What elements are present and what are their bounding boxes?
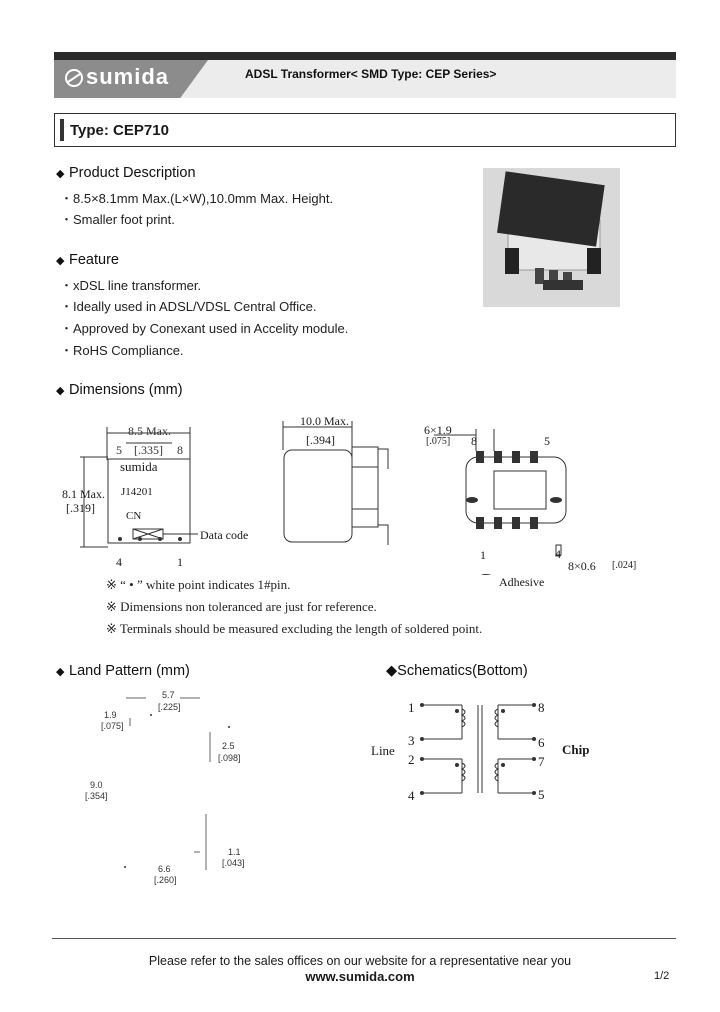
land-dim-inch: [.260] [154,875,177,885]
land-pattern-heading: ◆ Land Pattern (mm) [56,663,190,679]
diamond-icon: ◆ [386,663,398,679]
schematic-pin: 8 [538,700,545,715]
land-dim-inch: [.098] [218,753,241,763]
pin-label: 5 [116,443,122,457]
pin-label: 1 [177,555,183,569]
dimensions-heading: ◆ Dimensions (mm) [56,382,183,398]
schematics-heading: ◆Schematics(Bottom) [386,663,528,679]
pad-dim: 8×0.6 [568,559,596,573]
header-title: ADSL Transformer< SMD Type: CEP Series> [245,67,497,81]
land-dim-inch: [.043] [222,858,245,868]
land-dim-inch: [.075] [101,721,124,731]
marking-brand: sumida [120,459,158,474]
dimension-drawings [0,405,720,575]
diamond-icon: ◆ [56,168,65,180]
transformer-image [483,168,620,307]
footer-note: Please refer to the sales offices on our website for a representative near you [148,954,572,968]
land-dim: 1.9 [104,710,117,720]
website-link[interactable]: www.sumida.com [305,969,415,984]
pitch-inch: [.075] [426,436,451,447]
side-width-dim: 10.0 Max. [300,414,349,428]
page-number: 1/2 [654,970,670,982]
land-dim: 2.5 [222,741,235,751]
marking-origin: CN [126,510,142,522]
note: ※ “ • ” white point indicates 1#pin. [106,577,291,592]
land-pattern-drawing [0,690,360,890]
note: ※ Dimensions non toleranced are just for reference. [106,599,377,614]
feature-heading: ◆ Feature [56,252,119,268]
line-side-label: Line [371,743,395,758]
pin-label: 8 [471,434,477,448]
land-dim-inch: [.354] [85,791,108,801]
diamond-icon: ◆ [56,666,65,678]
pin-label: 8 [177,443,183,457]
top-width-dim: 8.5 Max. [128,424,171,438]
footer-rule [52,938,676,939]
data-code-label: Data code [200,528,249,542]
description-bullet: ・Smaller foot print. [60,212,175,227]
pad-inch: [.024] [612,560,637,571]
type-bar [60,119,64,141]
pitch-dim: 6×1.9 [424,423,452,437]
schematic-pin: 5 [538,787,545,802]
land-dim: 5.7 [162,690,175,700]
pin-label: 1 [480,548,486,562]
pin-label: 4 [116,555,122,569]
note: ※ Terminals should be measured excluding the length of soldered point. [106,621,483,636]
type-label: Type: CEP710 [70,122,169,139]
schematic-pin: 6 [538,735,545,750]
marking-code: J14201 [121,486,153,498]
pin-label: 4 [555,547,561,561]
land-dim: 6.6 [158,864,171,874]
adhesive-label: Adhesive [499,575,545,589]
pin-label: 5 [544,434,550,448]
diamond-icon: ◆ [56,385,65,397]
product-description-heading: ◆ Product Description [56,165,196,181]
land-dim: 1.1 [228,847,241,857]
height-inch: [.319] [66,501,95,515]
product-photo [483,168,620,307]
side-width-inch: [.394] [306,433,335,447]
schematic-pin: 1 [408,700,415,715]
feature-bullet: ・RoHS Compliance. [60,343,184,358]
header-top-rule [54,52,676,60]
feature-bullet: ・Ideally used in ADSL/VDSL Central Office. [60,299,317,314]
land-dim: 9.0 [90,780,103,790]
height-dim: 8.1 Max. [62,487,105,501]
schematic-pin: 3 [408,733,415,748]
feature-bullet: ・xDSL line transformer. [60,278,202,293]
land-dim-inch: [.225] [158,702,181,712]
chip-side-label: Chip [562,742,590,757]
top-pitch-dim: [.335] [134,443,163,457]
feature-bullet: ・Approved by Conexant used in Accelity module. [60,321,349,336]
schematic-pin: 4 [408,788,415,803]
brand-logo: sumida [86,64,170,89]
diamond-icon: ◆ [56,255,65,267]
description-bullet: ・8.5×8.1mm Max.(L×W),10.0mm Max. Height. [60,191,334,206]
schematic-pin: 7 [538,754,545,769]
sumida-logo-icon [64,68,84,88]
schematic-pin: 2 [408,752,415,767]
